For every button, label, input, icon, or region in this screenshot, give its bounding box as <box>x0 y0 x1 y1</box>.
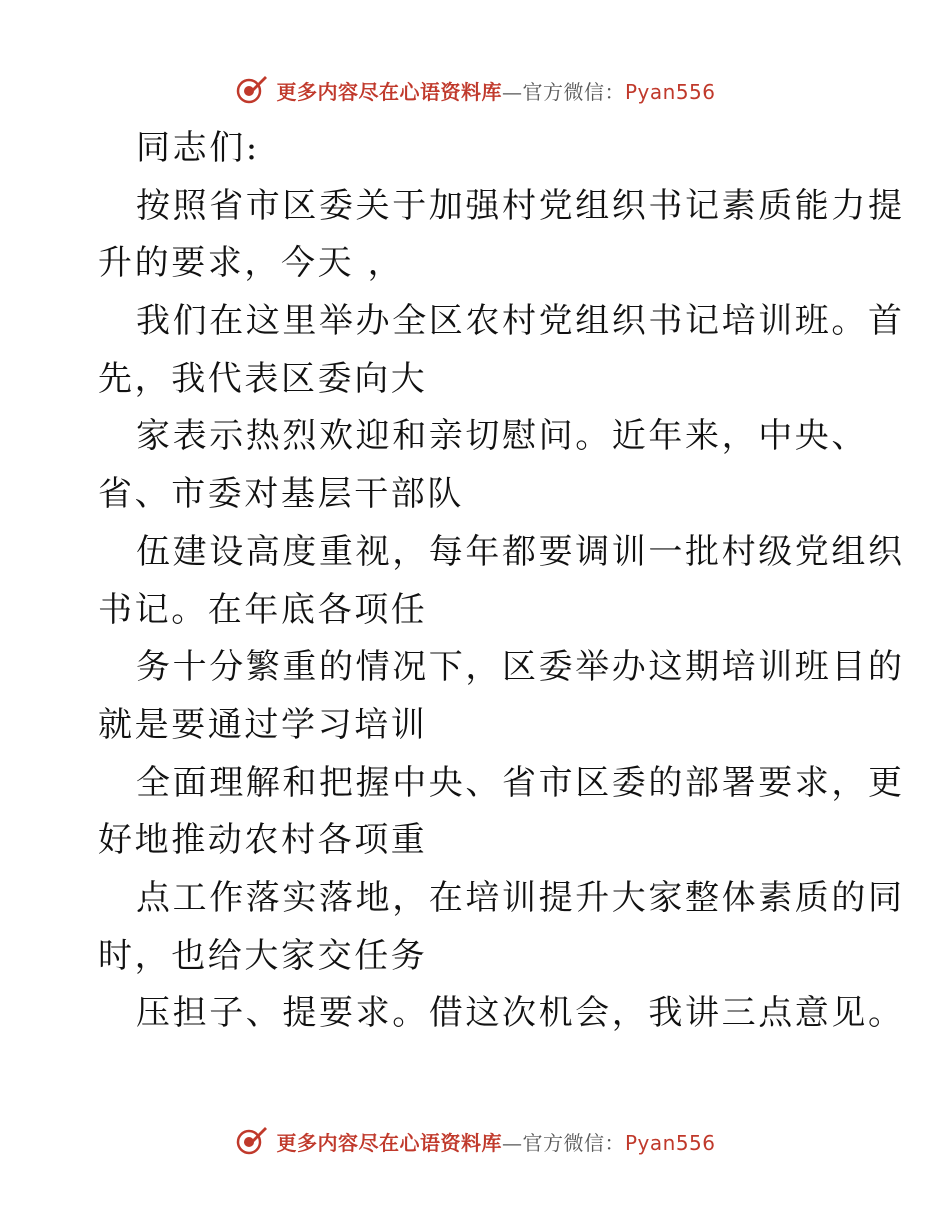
watermark-wechat-id: Pyan556 <box>624 1130 716 1155</box>
text-line: 全面理解和把握中央、省市区委的部署要求，更 <box>136 762 905 803</box>
watermark-main-text: 更多内容尽在心语资料库 <box>276 79 502 104</box>
text-line: 就是要通过学习培训 <box>98 704 428 745</box>
text-line: 家表示热烈欢迎和亲切慰问。近年来，中央、 <box>136 416 868 457</box>
text-line: 时，也给大家交任务 <box>98 935 428 976</box>
text-line: 好地推动农村各项重 <box>98 820 428 861</box>
quill-logo-icon <box>234 1124 268 1158</box>
text-line: 同志们: <box>136 128 260 168</box>
watermark-dash: — <box>501 79 523 104</box>
watermark-text <box>276 76 715 105</box>
text-line: 省、市委对基层干部队 <box>98 474 464 515</box>
watermark-wechat-id: Pyan556 <box>624 79 716 104</box>
text-line: 压担子、提要求。借这次机会，我讲三点意见。 <box>136 993 905 1034</box>
watermark-wechat-label: 官方微信： <box>522 79 625 104</box>
watermark-text <box>276 1127 715 1156</box>
text-line: 点工作落实落地，在培训提升大家整体素质的同 <box>136 877 905 918</box>
watermark-header <box>0 70 950 110</box>
watermark-footer <box>0 1121 950 1161</box>
watermark-dash: — <box>501 1130 523 1155</box>
text-line: 升的要求，今天 ， <box>98 243 405 284</box>
text-line: 我们在这里举办全区农村党组织书记培训班。首 <box>136 301 905 342</box>
text-line: 伍建设高度重视，每年都要调训一批村级党组织 <box>136 531 905 572</box>
text-line: 按照省市区委关于加强村党组织书记素质能力提 <box>136 185 905 226</box>
text-line: 先，我代表区委向大 <box>98 358 428 399</box>
watermark-wechat-label: 官方微信： <box>522 1130 625 1155</box>
quill-logo-icon <box>234 73 268 107</box>
text-line: 书记。在年底各项任 <box>98 589 428 630</box>
speech-body <box>98 120 905 1043</box>
text-line: 务十分繁重的情况下，区委举办这期培训班目的 <box>136 647 905 688</box>
watermark-main-text: 更多内容尽在心语资料库 <box>276 1130 502 1155</box>
